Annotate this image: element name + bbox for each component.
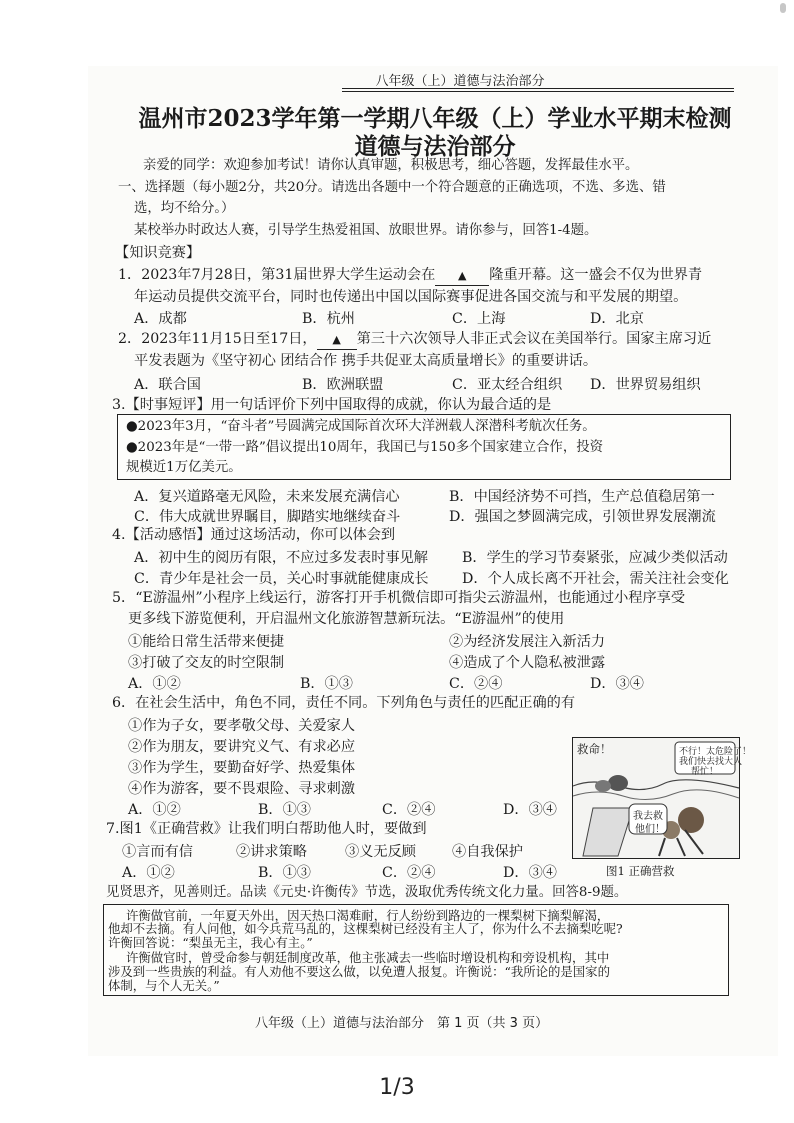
q2-option-c[interactable]: C．亚太经合组织 <box>452 377 563 393</box>
q6-option-c[interactable]: C．②④ <box>382 802 436 818</box>
q1-text-c: 年运动员提供交流平台，同时也传递出中国以国际赛事促进各国交流与和平发展的期望。 <box>134 289 688 305</box>
q5-option-d[interactable]: D．③④ <box>590 676 644 692</box>
q1-option-a[interactable]: A．成都 <box>134 311 187 327</box>
q2-option-a[interactable]: A．联合国 <box>134 377 201 393</box>
q5-stem: 5．“E游温州”小程序上线运行，游客打开手机微信即可指尖云游温州，也能通过小程序享受 <box>112 590 686 606</box>
q7-option-d[interactable]: D．③④ <box>503 865 557 881</box>
q3-news-1: ●2023年3月，“奋斗者”号圆满完成国际首次环大洋洲载人深潜科考航次任务。 <box>126 419 596 434</box>
q1-blank-mark: ▲ <box>458 269 467 282</box>
q2-text-b: 第三十六次领导人非正式会议在美国举行。国家主席习近 <box>356 331 712 347</box>
q6-stem: 6．在社会生活中，角色不同，责任不同。下列角色与责任的匹配正确的有 <box>112 695 576 711</box>
running-header: 八年级（上）道德与法治部分 <box>375 74 545 89</box>
knowledge-label: 【知识竞赛】 <box>115 245 201 261</box>
header-rule <box>342 88 734 89</box>
exam-title: 温州市2023学年第一学期八年级（上）学业水平期末检测 <box>138 105 732 132</box>
question-2 <box>118 330 711 350</box>
q7-option-c[interactable]: C．②④ <box>382 865 436 881</box>
q1-option-b[interactable]: B．杭州 <box>302 311 355 327</box>
q6-item-1: ①作为子女，要孝敬父母、关爱家人 <box>128 718 356 734</box>
q4-option-d[interactable]: D．个人成长离不开社会，需关注社会变化 <box>462 571 729 587</box>
bubble-rescue-1: 我去救 <box>633 811 663 822</box>
q3-option-b[interactable]: B．中国经济势不可挡，生产总值稳居第一 <box>449 489 715 505</box>
story-line-5: 涉及到一些贵族的利益。有人劝他不要这么做，以免遭人报复。许衡说：“我所论的是国家的 <box>108 964 610 979</box>
q5-option-c[interactable]: C．②④ <box>449 676 503 692</box>
bubble-warning-1: 不行！太危险了！ <box>679 747 752 757</box>
page-indicator: 1/3 <box>379 1075 415 1100</box>
q5-option-a[interactable]: A．①② <box>128 676 181 692</box>
story-line-3: 许衡回答说：“梨虽无主，我心有主。” <box>108 935 313 950</box>
q7-item-4: ④自我保护 <box>452 844 523 860</box>
q89-intro: 见贤思齐，见善则迁。品读《元史·许衡传》节选，汲取优秀传统文化力量。回答8-9题。 <box>106 885 628 900</box>
q1-blank <box>435 266 489 286</box>
q7-item-3: ③义无反顾 <box>345 844 416 860</box>
q6-option-d[interactable]: D．③④ <box>503 802 557 818</box>
q7-item-1: ①言而有信 <box>122 844 193 860</box>
q2-text-c: 平发表题为《坚守初心 团结合作 携手共促亚太高质量增长》的重要讲话。 <box>134 353 598 369</box>
q1-option-c[interactable]: C．上海 <box>452 311 506 327</box>
q2-blank-mark: ▲ <box>332 333 341 346</box>
story-line-1: 许衡做官前，一年夏天外出，因天热口渴难耐，行人纷纷到路边的一棵梨树下摘梨解渴， <box>126 908 610 923</box>
q6-item-2: ②作为朋友，要讲究义气、有求必应 <box>128 739 356 755</box>
story-line-4: 许衡做官时，曾受命参与朝廷制度改革，他主张减去一些临时增设机构和旁设机构，其中 <box>126 950 610 965</box>
q4-option-c[interactable]: C．青少年是社会一员，关心时事就能健康成长 <box>134 571 429 587</box>
q6-option-b[interactable]: B．①③ <box>258 802 311 818</box>
q3-news-box <box>117 414 731 480</box>
q3-stem: 3.【时事短评】用一句话评价下列中国取得的成就，你认为最合适的是 <box>112 397 552 413</box>
greeting-text: 亲爱的同学：欢迎参加考试！请你认真审题，积极思考，细心答题，发挥最佳水平。 <box>143 158 639 173</box>
q4-option-b[interactable]: B．学生的学习节奏紧张，应减少类似活动 <box>462 550 728 566</box>
q5-item-2: ②为经济发展注入新活力 <box>449 634 606 650</box>
q3-option-a[interactable]: A．复兴道路毫无风险，未来发展充满信心 <box>134 489 400 505</box>
section-instructions: 一、选择题（每小题2分，共20分。请选出各题中一个符合题意的正确选项，不选、多选、错 <box>118 180 666 195</box>
page-footer: 八年级（上）道德与法治部分 第 1 页（共 3 页） <box>255 1016 549 1031</box>
q3-news-3: 规模近1万亿美元。 <box>126 460 242 475</box>
exam-subtitle: 道德与法治部分 <box>354 133 516 160</box>
figure-caption: 图1 正确营救 <box>606 864 675 878</box>
question-1 <box>118 266 702 286</box>
q2-option-d[interactable]: D．世界贸易组织 <box>590 377 701 393</box>
q1-text-a: 1．2023年7月28日，第31届世界大学生运动会在 <box>118 267 436 283</box>
q5-stem-cont: 更多线下游览便利，开启温州文化旅游智慧新玩法。“E游温州”的使用 <box>128 611 565 627</box>
header-rule-double <box>342 91 734 92</box>
q2-blank <box>317 330 357 350</box>
q2-text-a: 2．2023年11月15日至17日， <box>118 331 317 347</box>
q5-option-b[interactable]: B．①③ <box>300 676 353 692</box>
story-line-2: 他却不去摘。有人问他，如今兵荒马乱的，这棵梨树已经没有主人了，你为什么不去摘梨吃呢? <box>108 921 623 936</box>
q7-item-2: ②讲求策略 <box>236 844 307 860</box>
q6-item-3: ③作为学生，要勤奋好学、热爱集体 <box>128 760 356 776</box>
q7-stem: 7.图1《正确营救》让我们明白帮助他人时，要做到 <box>106 821 427 837</box>
bubble-rescue-2: 他们！ <box>635 824 665 835</box>
q3-option-c[interactable]: C．伟大成就世界瞩目，脚踏实地继续奋斗 <box>134 509 401 525</box>
scenario-intro: 某校举办时政达人赛，引导学生热爱祖国、放眼世界。请你参与，回答1-4题。 <box>134 223 598 238</box>
q5-item-3: ③打破了交友的时空限制 <box>128 655 285 671</box>
bubble-warning-3: 帮忙！ <box>691 767 719 777</box>
q1-text-b: 隆重开幕。这一盛会不仅为世界青 <box>489 267 703 283</box>
story-box <box>103 904 729 996</box>
scrollbar-thumb[interactable] <box>780 3 786 13</box>
q2-option-b[interactable]: B．欧洲联盟 <box>302 377 384 393</box>
bubble-warning-2: 我们快去找大人 <box>679 757 743 767</box>
q5-item-4: ④造成了个人隐私被泄露 <box>449 655 606 671</box>
bubble-help: 救命！ <box>577 742 612 756</box>
rescue-cartoon <box>572 737 752 859</box>
q4-stem: 4.【活动感悟】通过这场活动，你可以体会到 <box>112 527 396 543</box>
story-line-6: 体制，与个人无关。” <box>108 978 220 993</box>
q3-option-d[interactable]: D．强国之梦圆满完成，引领世界发展潮流 <box>449 509 716 525</box>
q7-option-b[interactable]: B．①③ <box>258 865 311 881</box>
q3-news-2: ●2023年是“一带一路”倡议提出10周年，我国已与150多个国家建立合作，投资 <box>126 440 603 455</box>
q1-option-d[interactable]: D．北京 <box>590 311 644 327</box>
section-instructions-cont: 选，均不给分。） <box>134 201 235 216</box>
q6-option-a[interactable]: A．①② <box>128 802 181 818</box>
q6-item-4: ④作为游客，要不畏艰险、寻求刺激 <box>128 781 356 797</box>
q5-item-1: ①能给日常生活带来便捷 <box>128 634 285 650</box>
q4-option-a[interactable]: A．初中生的阅历有限，不应过多发表时事见解 <box>134 550 428 566</box>
q7-option-a[interactable]: A．①② <box>122 865 175 881</box>
